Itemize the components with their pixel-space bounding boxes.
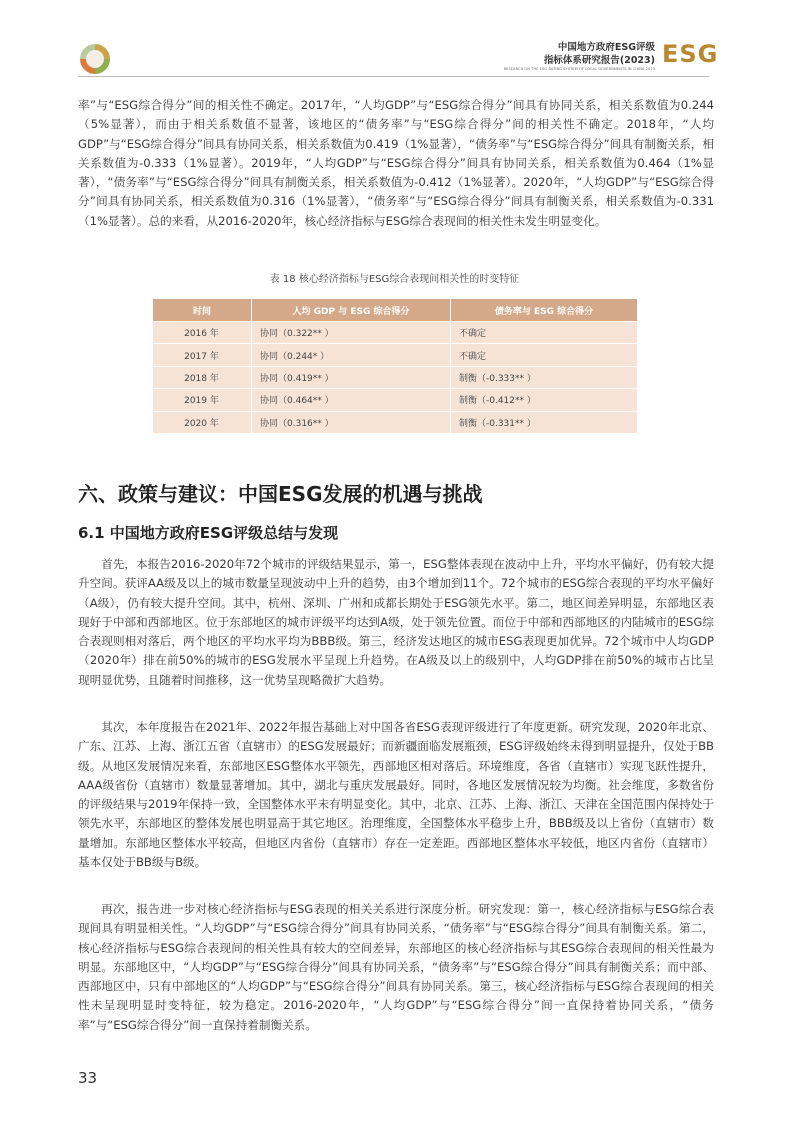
- header-divider: [78, 76, 709, 77]
- body-paragraph-1: 首先，本报告2016-2020年72个城市的评级结果显示，第一，ESG整体表现在波动中上升，平均水平偏好，仍有较大提升空间。获评AA级及以上的城市数量呈现波动中上升的趋势，由3个增加到11个。72个城市的ESG综合表现的平均水平偏好（A级），仍有较大提升空间。其中，杭州、深圳、广州和成都长期处于ESG领先水平。第二，地区间差异明显，东部地区表现好于中部和西部地区。位于东部地区的城市评级平均达到A级，处于领先位置。而位于中部和西部地区的内陆城市的ESG综合表现则相对落后，两个地区的平均水平均为BBB级。第三，经济发达地区的城市ESG表现更加优异。72个城市中人均GDP（2020年）排在前50%的城市的ESG发展水平呈现上升趋势。在A级及以上的级别中，人均GDP排在前50%的城市占比呈现明显优势，且随着时间推移，这一优势呈现略微扩大趋势。: [78, 557, 714, 687]
- correlation-table: [152, 298, 638, 434]
- header-title-line2: 指标体系研究报告(2023): [543, 55, 655, 66]
- table-header-cell: 债务率与 ESG 综合得分: [451, 299, 638, 322]
- intro-paragraph: 率”与“ESG综合得分”间的相关性不确定。2017年，“人均GDP”与“ESG综合得分”间具有协同关系，相关系数值为0.244（5%显著），而由于相关系数值不显著，该地区的“债务率”与“ESG综合得分”间的相关性不确定。2018年，“人均GDP”与“ESG综合得分”间具有协同关系，相关系数值为0.419（1%显著），“债务率”与“ESG综合得分”间具有制衡关系，相关系数值为-0.333（1%显著）。2019年，“人均GDP”与“ESG综合得分”间具有协同关系，相关系数值为0.464（1%显著），“债务率”与“ESG综合得分”间具有制衡关系，相关系数值为-0.412（1%显著）。2020年，“人均GDP”与“ESG综合得分”间具有协同关系，相关系数值为0.316（1%显著），“债务率”与“ESG综合得分”间具有制衡关系，相关系数值为-0.331（1%显著）。总的来看，从2016-2020年，核心经济指标与ESG综合表现间的相关性未发生明显变化。: [78, 98, 714, 228]
- section-title: 六、政策与建议：中国ESG发展的机遇与挑战: [78, 482, 483, 506]
- table-row: [153, 344, 638, 366]
- table-cell: 协同（0.464** ）: [252, 389, 451, 411]
- header-titles: [504, 41, 655, 72]
- body-paragraph-2: 其次，本年度报告在2021年、2022年报告基础上对中国各省ESG表现评级进行了年度更新。研究发现，2020年北京、广东、江苏、上海、浙江五省（直辖市）的ESG发展最好；而新疆面临发展瓶颈，ESG评级始终未得到明显提升，仅处于BB级。从地区发展情况来看，东部地区ESG整体水平领先，西部地区相对落后。环境维度，各省（直辖市）实现飞跃性提升，AAA级省份（直辖市）数量显著增加。其中，湖北与重庆发展最好。同时，各地区发展情况较为均衡。社会维度，多数省份的评级结果与2019年保持一致，全国整体水平未有明显变化。其中，北京、江苏、上海、浙江、天津在全国范围内保持处于领先水平，东部地区的整体发展也明显高于其它地区。治理维度，全国整体水平稳步上升，BBB级及以上省份（直辖市）数量增加。东部地区整体水平较高，但地区内省份（直辖市）存在一定差距。西部地区整体水平较低，地区内省份（直辖市）基本仅处于BB级与B级。: [78, 720, 714, 870]
- page-number: 33: [78, 1069, 98, 1087]
- table-row: [153, 366, 638, 388]
- table-cell: 2017 年: [153, 344, 252, 366]
- table-header-cell: 人均 GDP 与 ESG 综合得分: [252, 299, 451, 322]
- header-title-line1: 中国地方政府ESG评级: [557, 42, 655, 53]
- table-row: [153, 411, 638, 433]
- table-row: [153, 389, 638, 411]
- table-cell: 2016 年: [153, 322, 252, 344]
- table-cell: 不确定: [451, 344, 638, 366]
- table-cell: 2018 年: [153, 366, 252, 388]
- esg-logo: ESG: [662, 40, 719, 68]
- header-title-en: RESEARCH ON THE ESG RATING SYSTEM OF LOCAL GOVERNMENTS IN CHINA 2023: [503, 67, 655, 71]
- table-cell: 制衡（-0.333** ）: [451, 366, 638, 388]
- table-header-row: [153, 299, 638, 322]
- table-caption: 表 18 核心经济指标与ESG综合表现间相关性的时变特征: [269, 274, 520, 285]
- table-cell: 制衡（-0.412** ）: [451, 389, 638, 411]
- table-header-cell: 时间: [153, 299, 252, 322]
- table-cell: 协同（0.316** ）: [252, 411, 451, 433]
- table-cell: 协同（0.419** ）: [252, 366, 451, 388]
- body-paragraph-3: 再次，报告进一步对核心经济指标与ESG表现的相关关系进行深度分析。研究发现：第一，核心经济指标与ESG综合表现间具有明显相关性。“人均GDP”与“ESG综合得分”间具有协同关系，“债务率”与“ESG综合得分”间具有制衡关系。第二，核心经济指标与ESG综合表现间的相关性具有较大的空间差异，东部地区的核心经济指标与其ESG综合表现间的相关性最为明显。东部地区中，“人均GDP”与“ESG综合得分”间具有协同关系，“债务率”与“ESG综合得分”间具有制衡关系；而中部、西部地区中，只有中部地区的“人均GDP”与“ESG综合得分”间具有协同关系。第三，核心经济指标与ESG综合表现间的相关性未呈现明显时变特征，较为稳定。2016-2020年，“人均GDP”与“ESG综合得分”间一直保持着协同关系，“债务率”与“ESG综合得分”间一直保持着制衡关系。: [78, 902, 714, 1032]
- table-row: [153, 322, 638, 344]
- table-cell: 2019 年: [153, 389, 252, 411]
- report-emblem-icon: [80, 44, 110, 74]
- table-cell: 不确定: [451, 322, 638, 344]
- table-cell: 2020 年: [153, 411, 252, 433]
- table-cell: 协同（0.244* ）: [252, 344, 451, 366]
- table-cell: 制衡（-0.331** ）: [451, 411, 638, 433]
- table-cell: 协同（0.322** ）: [252, 322, 451, 344]
- subsection-title: 6.1 中国地方政府ESG评级总结与发现: [78, 524, 339, 542]
